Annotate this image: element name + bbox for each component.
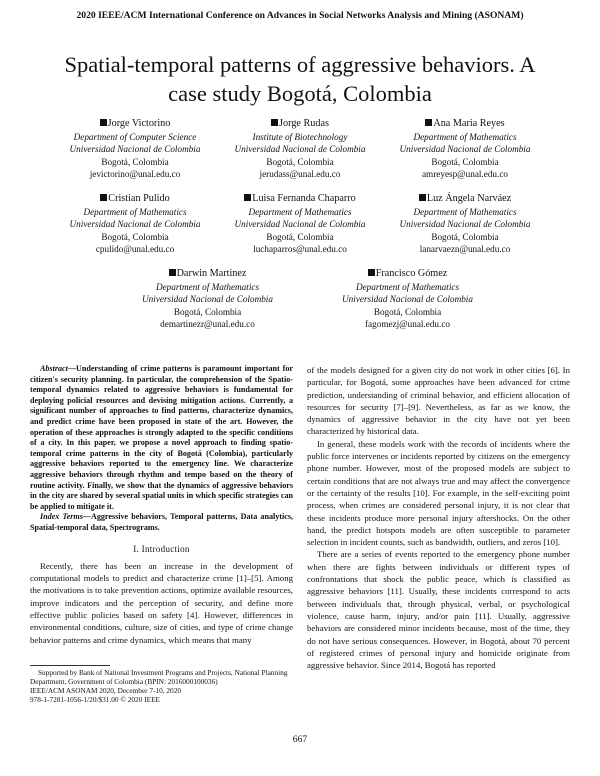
paper-title: [30, 50, 570, 108]
author-email: jerudass@unal.edu.co: [259, 169, 341, 180]
author-org: Universidad Nacional de Colombia: [399, 144, 531, 155]
index-terms-label: Index Terms: [40, 512, 83, 522]
author-block: [55, 193, 215, 256]
title-line-1: Spatial-temporal patterns of aggressive behaviors. A: [64, 52, 536, 77]
author-name: Jorge Rudas: [279, 118, 329, 129]
author-block: [220, 193, 380, 256]
author-city: Bogotá, Colombia: [266, 231, 334, 242]
abstract: [30, 364, 293, 512]
title-line-2: case study Bogotá, Colombia: [168, 81, 432, 106]
author-city: Bogotá, Colombia: [101, 231, 169, 242]
author-city: Bogotá, Colombia: [431, 156, 499, 167]
author-city: Bogotá, Colombia: [173, 306, 242, 317]
footnote: [30, 669, 293, 705]
index-terms: [30, 512, 293, 533]
footnote-support: Supported by Bank of National Investment Programs and Projects, National Planning Department, Government of Colombia (BPIN: 2016000100036): [30, 668, 288, 686]
author-email: jevictorino@unal.edu.co: [89, 169, 181, 180]
author-city: Bogotá, Colombia: [101, 156, 169, 167]
author-dept: Department of Mathematics: [413, 131, 517, 142]
author-dept: Department of Mathematics: [248, 206, 352, 217]
author-name: Luz Ángela Narváez: [426, 193, 512, 204]
author-org: Universidad Nacional de Colombia: [69, 144, 201, 155]
author-org: Universidad Nacional de Colombia: [142, 294, 273, 305]
author-org: Universidad Nacional de Colombia: [69, 219, 201, 230]
body-paragraph: of the models designed for a given city do not work in other cities [6]. In particular, for Bogotá, some approaches have been advanced for crime prediction, understanding of criminal behavior, and efficient allocation of resources for security [7]–[9]. Nevertheless, as far as we know, the dynamics of aggressive behavior in the city have not yet been characterized by historical data.: [307, 365, 570, 437]
author-email: cpulido@unal.edu.co: [95, 244, 175, 255]
author-city: Bogotá, Colombia: [373, 306, 442, 317]
author-name: Luisa Fernanda Chaparro: [252, 193, 356, 204]
author-name: Francisco Gómez: [375, 268, 448, 279]
author-org: Universidad Nacional de Colombia: [234, 219, 366, 230]
author-dept: Department of Mathematics: [355, 281, 460, 292]
author-dept: Department of Mathematics: [155, 281, 260, 292]
orcid-icon: [271, 119, 278, 126]
author-org: Universidad Nacional de Colombia: [234, 144, 366, 155]
author-city: Bogotá, Colombia: [266, 156, 334, 167]
section-heading: I. Introduction: [133, 543, 190, 554]
author-dept: Department of Mathematics: [83, 206, 187, 217]
left-column: [30, 364, 293, 646]
author-name: Ana Maria Reyes: [433, 118, 505, 129]
author-dept: Department of Mathematics: [413, 206, 517, 217]
index-terms-text: —Aggressive behaviors, Temporal patterns, Data analytics, Spatial-temporal data, Spectrograms.: [30, 512, 293, 532]
author-dept: Department of Computer Science: [73, 131, 197, 142]
right-column: [307, 364, 570, 671]
body-paragraph: In general, these models work with the records of incidents where the public force intervenes or incidents reported by citizens on the emergency phone number. However, most of the proposed models are subject to certain conditions that are not always true and may affect the convergence or the certainty of the results [10]. For example, in the self-exciting point process, when crimes are considered personal injury, it is not clear that these incidents produce more personal injury aftershocks. On the other hand, the predict hotspots models are often susceptible to parameter selection in incident counts, such as bandwidth, outliers, and zeros [10].: [307, 438, 570, 548]
orcid-icon: [100, 119, 107, 126]
author-email: lanarvaezn@unal.edu.co: [419, 244, 511, 255]
author-city: Bogotá, Colombia: [431, 231, 499, 242]
footnote-isbn: 978-1-7281-1056-1/20/$31.00 © 2020 IEEE: [30, 694, 160, 704]
orcid-icon: [419, 194, 426, 201]
author-block: [55, 118, 215, 181]
author-block: [120, 268, 295, 331]
author-name: Cristian Pulido: [108, 193, 170, 204]
orcid-icon: [169, 269, 176, 276]
orcid-icon: [368, 269, 375, 276]
author-email: luchaparros@unal.edu.co: [253, 244, 347, 255]
author-org: Universidad Nacional de Colombia: [399, 219, 531, 230]
orcid-icon: [244, 194, 251, 201]
author-org: Universidad Nacional de Colombia: [342, 294, 473, 305]
orcid-icon: [425, 119, 432, 126]
orcid-icon: [100, 194, 107, 201]
page-number: 667: [292, 734, 308, 745]
author-block: [220, 118, 380, 181]
author-name: Jorge Victorino: [107, 118, 171, 129]
body-paragraph: There are a series of events reported to the emergency phone number when there are fights between individuals or different types of confrontations that shock the public peace, which is classified as aggressive behaviors [11]. Usually, these incidents correspond to acts between individuals that, through physical, verbal, or psychological violence, cause harm, injury, and/or pain [11]. Usually, aggressive behaviors are considered minor incidents because, most of the time, they do not have serious consequences. However, in Bogotá, about 70 percent of registered crimes of personal injury and homicide originate from aggressive behavior. Since 2014, Bogotá has reported: [307, 549, 570, 671]
author-block: [385, 193, 545, 256]
conference-header: 2020 IEEE/ACM International Conference on Advances in Social Networks Analysis and Mining (ASONAM): [76, 10, 524, 21]
author-block: [385, 118, 545, 181]
author-email: fagomezj@unal.edu.co: [365, 319, 450, 330]
author-block: [320, 268, 495, 331]
abstract-label: Abstract: [40, 364, 68, 373]
author-email: demartinezr@unal.edu.co: [160, 319, 255, 330]
abstract-text: —Understanding of crime patterns is paramount important for citizen's security planning. In particular, the comprehension of the Spatio-temporal dynamics related to aggressive behaviors is fundamental for deploying policial resources and devising mitigation actions. Currently, a significant number of approaches to find patterns, characterize dynamics, and predict crime have been proposed in state of the art. However, the operation of these approaches is strongly adapted to the specific conditions of a city. In this paper, we propose a novel approach to finding spatio-temporal crime patterns in the city of Bogotá (Colombia), particularly aggressive behaviors reported to the emergency line. We characterize aggressive behaviors through rhythm and tempo based on the theory of routine activity. Finally, we show that the dynamics of aggressive behaviors in the city are shared by several spatial units in which specific strategies can be applied to mitigate it.: [30, 364, 293, 511]
author-name: Darwin Martinez: [176, 268, 247, 279]
footnote-rule: [30, 665, 110, 666]
author-dept: Institute of Biotechnology: [252, 131, 348, 142]
author-email: amreyesp@unal.edu.co: [421, 169, 508, 180]
footnote-venue: IEEE/ACM ASONAM 2020, December 7-10, 2020: [30, 685, 181, 695]
intro-paragraph: Recently, there has been an increase in the development of computational models to predict and characterize crime [1]–[5]. Among the motivations is to take prevention actions, optimize available resources, improve indicators and the perception of security, and define more effective public policies based on safety [4]. However, differences in environmental conditions, culture, size of cities, and type of crime change behavior patterns and crime dynamics, which means that many: [30, 560, 293, 645]
